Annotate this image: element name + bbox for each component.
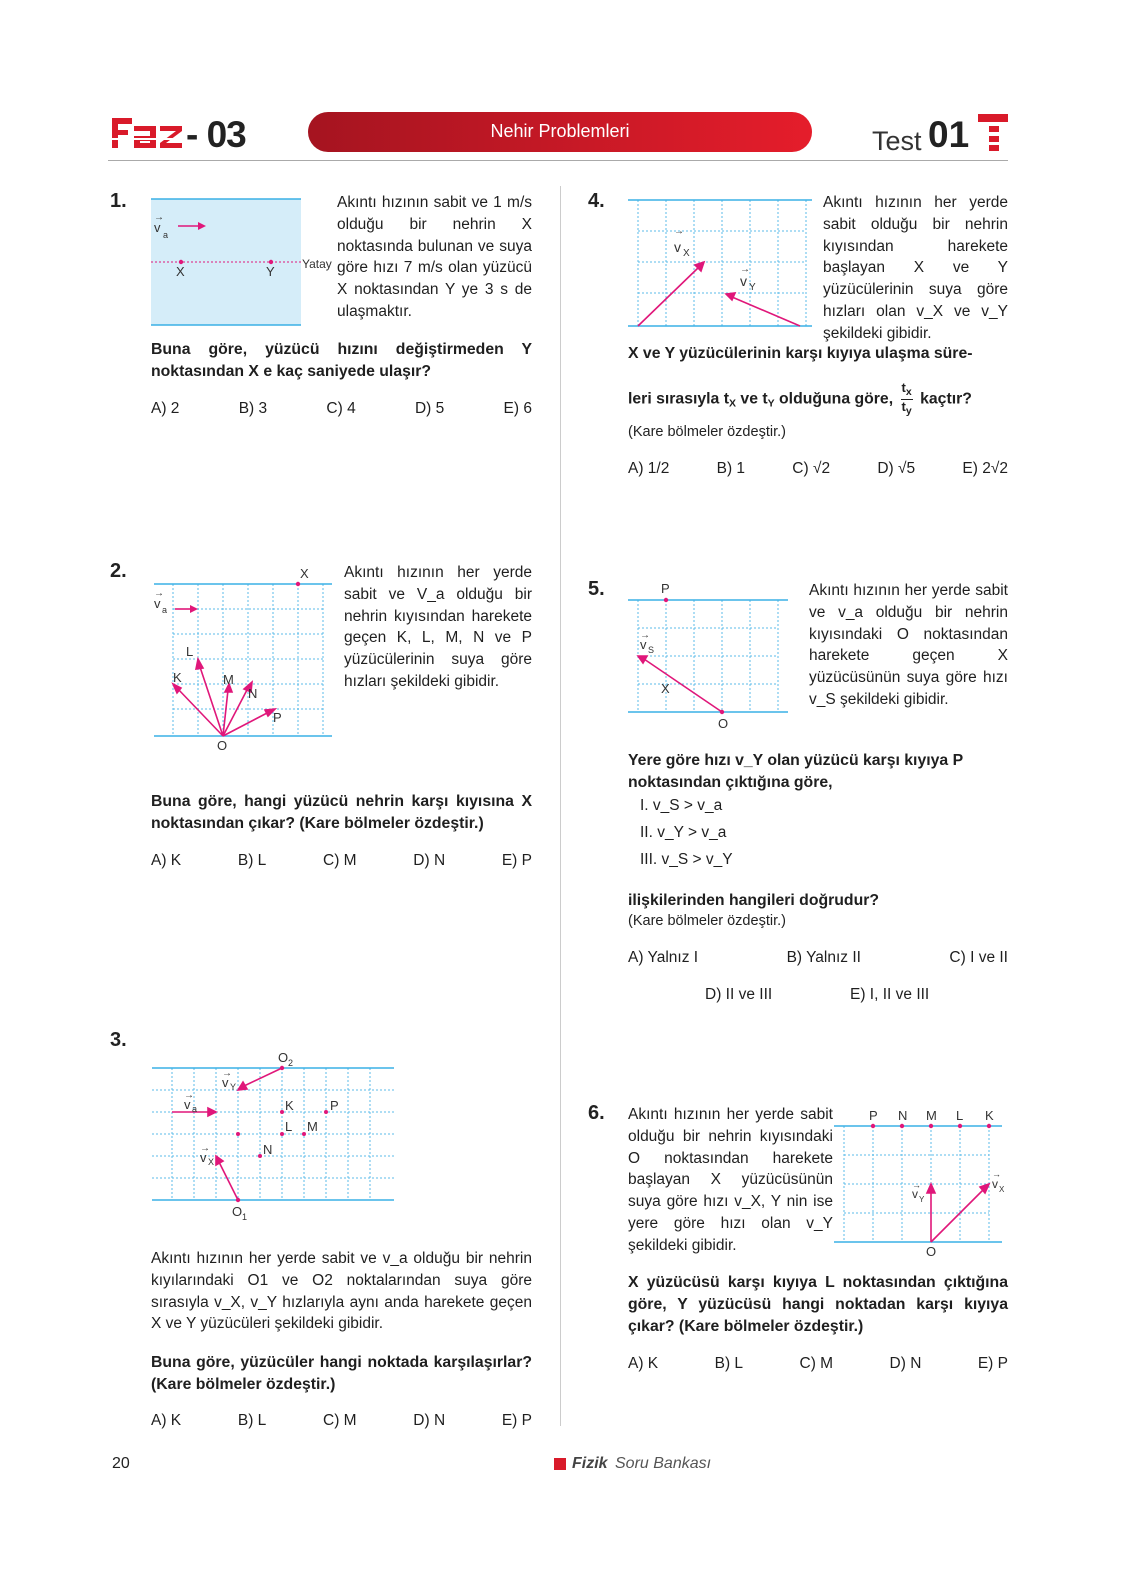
q6-n-label: N <box>898 1108 908 1123</box>
q6-vy-label: v <box>912 1187 918 1201</box>
q4-question: X ve Y yüzücülerinin karşı kıyıya ulaşma süre- leri sırasıyla $t_X$ ve $t_Y$ olduğuna göre, $\frac{t_x}{t_y}$ kaçtır? <box>628 345 973 417</box>
q1-option-c[interactable]: C) 4 <box>326 400 356 417</box>
q1-option-a[interactable]: A) 2 <box>151 400 180 417</box>
svg-text:→: → <box>222 1068 232 1079</box>
q5-note: (Kare bölmeler özdeştir.) <box>628 913 786 929</box>
q1-option-e[interactable]: E) 6 <box>503 400 532 417</box>
svg-text:a: a <box>162 605 168 615</box>
svg-text:→: → <box>674 226 684 237</box>
q6-m-label: M <box>926 1108 937 1123</box>
q3-va-label: v <box>184 1097 191 1112</box>
q2-question: Buna göre, hangi yüzücü nehrin karşı kıyısına X noktasından çıkar? (Kare bölmeler özdeştir.) <box>151 793 532 832</box>
q5-option-a[interactable]: A) Yalnız I <box>628 949 699 966</box>
q1-y-label: Y <box>266 264 275 279</box>
svg-text:→: → <box>154 212 164 223</box>
q3-number: 3. <box>110 1029 127 1051</box>
q1-question: Buna göre, yüzücü hızını değiştirmeden Y noktasından X e kaç saniyede ulaşır? <box>151 341 532 380</box>
svg-text:X: X <box>683 248 690 259</box>
column-divider <box>560 186 561 1426</box>
q2-figure <box>148 562 338 754</box>
q3-options <box>151 1412 532 1430</box>
q5-text: Akıntı hızının her yerde sabit ve v_a olduğu bir nehrin kıyısındaki O noktasından harekete geçen X yüzücüsünün suya göre hızı v_S şekildeki gibidir. <box>809 582 1008 708</box>
q1-yatay-label: Yatay <box>302 257 332 271</box>
q6-question: X yüzücüsü karşı kıyıya L noktasından çıktığına göre, Y yüzücüsü hangi noktadan karşı kıyıya çıkar? (Kare bölmeler özdeştir.) <box>628 1274 1008 1335</box>
q6-option-d[interactable]: D) N <box>889 1355 922 1372</box>
svg-text:→: → <box>200 1143 210 1154</box>
svg-text:X: X <box>999 1185 1005 1194</box>
svg-text:a: a <box>163 230 169 240</box>
q2-option-d[interactable]: D) N <box>413 852 446 869</box>
q2-text: Akıntı hızının her yerde sabit ve V_a olduğu bir nehrin kıyısından harekete geçen K, L, M, N ve P yüzücülerinin suya göre hızları şekildeki gibidir. <box>344 564 532 690</box>
q6-k-label: K <box>985 1108 994 1123</box>
faz-logo <box>108 112 188 154</box>
q6-option-b[interactable]: B) L <box>714 1355 744 1372</box>
q6-figure <box>832 1104 1012 1258</box>
q2-options <box>151 852 532 870</box>
header-title: Nehir Problemleri <box>490 121 630 141</box>
q5-vs-label: v <box>640 637 647 652</box>
q4-option-c[interactable]: C) √2 <box>792 460 831 477</box>
q2-x-label: X <box>300 566 309 581</box>
q2-option-b[interactable]: B) L <box>237 852 267 869</box>
q3-option-e[interactable]: E) P <box>501 1412 532 1429</box>
q5-options-row1 <box>628 949 1008 967</box>
q6-option-e[interactable]: E) P <box>977 1355 1008 1372</box>
q4-option-e[interactable]: E) 2√2 <box>962 460 1008 477</box>
q3-question: Buna göre, yüzücüler hangi noktada karşılaşırlar? (Kare bölmeler özdeştir.) <box>151 1354 532 1393</box>
q3-o1-label: O <box>232 1204 243 1219</box>
svg-text:→: → <box>740 264 750 275</box>
q6-o-label: O <box>926 1244 937 1258</box>
q3-m-label: M <box>307 1119 318 1134</box>
q4-vy-label: v <box>740 273 747 289</box>
q3-option-c[interactable]: C) M <box>323 1412 357 1429</box>
header-rule <box>108 160 1008 161</box>
q3-p-label: P <box>330 1098 339 1113</box>
q3-o2-label: O <box>278 1050 289 1065</box>
svg-text:X: X <box>208 1157 215 1167</box>
test-logo-icon <box>976 112 1010 154</box>
q4-note: (Kare bölmeler özdeştir.) <box>628 424 786 440</box>
svg-text:→: → <box>640 630 650 641</box>
q6-option-a[interactable]: A) K <box>628 1355 659 1372</box>
q1-number: 1. <box>110 190 127 212</box>
q2-n-label: N <box>248 686 258 701</box>
q6-options <box>628 1355 1008 1373</box>
q5-figure <box>626 576 790 732</box>
footer-subject: Fizik <box>572 1455 608 1472</box>
q3-vy-label: v <box>222 1075 229 1090</box>
q3-n-label: N <box>263 1142 273 1157</box>
svg-text:S: S <box>648 645 655 655</box>
q5-option-e[interactable]: E) I, II ve III <box>850 986 930 1003</box>
q4-options <box>628 460 1008 478</box>
svg-text:→: → <box>154 588 164 599</box>
q2-p-label: P <box>273 710 282 725</box>
q2-l-label: L <box>186 644 194 659</box>
q6-text: Akıntı hızının her yerde sabit olduğu bir nehrin kıyısındaki O noktasından harekete başlayan X yüzücüsünün suya göre hızı v_X, Y nin ise yere göre hızı olan v_Y şekildeki gibidir. <box>628 1106 833 1254</box>
q3-figure <box>148 1048 398 1222</box>
q5-x-label: X <box>661 681 670 696</box>
chapter-number: - 03 <box>186 114 246 155</box>
q3-l-label: L <box>285 1119 293 1134</box>
svg-text:Y: Y <box>749 282 756 293</box>
q1-va-label: v <box>154 220 161 235</box>
q2-option-e[interactable]: E) P <box>501 852 532 869</box>
q4-text: Akıntı hızının her yerde sabit olduğu bir nehrin kıyısından harekete başlayan X ve Y yüzücülerinin suya göre hızları olan v_X ve v_Y şekildeki gibidir. <box>823 194 1008 342</box>
q6-p-label: P <box>869 1108 878 1123</box>
q5-statements <box>640 792 840 873</box>
q3-vx-label: v <box>200 1150 207 1165</box>
svg-text:→: → <box>912 1180 921 1190</box>
q2-option-c[interactable]: C) M <box>323 852 357 869</box>
q5-statement-1: I. v_S > v_a <box>640 797 723 814</box>
q2-va-label: v <box>154 596 161 611</box>
q1-option-b[interactable]: B) 3 <box>238 400 268 417</box>
q4-number: 4. <box>588 190 605 212</box>
q5-statement-2: II. v_Y > v_a <box>640 824 727 841</box>
q4-option-a[interactable]: A) 1/2 <box>628 460 670 477</box>
footer-book: Soru Bankası <box>615 1455 712 1472</box>
q2-option-a[interactable]: A) K <box>151 852 182 869</box>
svg-text:a: a <box>192 1104 198 1114</box>
svg-text:→: → <box>992 1169 1001 1179</box>
q3-option-b[interactable]: B) L <box>237 1412 267 1429</box>
q2-o-label: O <box>217 738 228 753</box>
q1-options <box>151 400 532 418</box>
q6-vx-label: v <box>992 1177 998 1191</box>
svg-text:→: → <box>184 1090 194 1101</box>
test-number: 01 <box>928 114 970 155</box>
q2-m-label: M <box>223 672 234 687</box>
q5-question: Yere göre hızı v_Y olan yüzücü karşı kıyıya P noktasından çıktığına göre, <box>628 752 963 791</box>
q6-l-label: L <box>956 1108 964 1123</box>
svg-text:Y: Y <box>919 1195 925 1204</box>
svg-text:2: 2 <box>288 1058 294 1068</box>
q6-option-c[interactable]: C) M <box>799 1355 834 1372</box>
q2-k-label: K <box>173 670 182 685</box>
q3-text: Akıntı hızının her yerde sabit ve v_a olduğu bir nehrin kıyılarındaki O1 ve O2 noktalarından suya göre sırasıyla v_X, v_Y hızlarıyla aynı anda harekete geçen X ve Y yüzücüleri şekildeki gibidir. <box>151 1250 532 1333</box>
q5-o-label: O <box>718 716 729 731</box>
q4-fraction: $\frac{t_x}{t_y}$ <box>901 380 912 417</box>
q5-question2: ilişkilerinden hangileri doğrudur? <box>628 892 880 909</box>
q1-text: Akıntı hızının sabit ve 1 m/s olduğu bir nehrin X noktasında bulunan ve suya göre hızı 7 m/s olan yüzücü X noktasından Y ye 3 s de ulaşmaktır. <box>337 194 532 320</box>
q4-option-b[interactable]: B) 1 <box>716 460 746 477</box>
test-label: Test <box>872 126 922 156</box>
footer-square-icon <box>554 1458 566 1470</box>
q1-option-d[interactable]: D) 5 <box>414 400 445 417</box>
svg-text:1: 1 <box>242 1212 248 1222</box>
q3-k-label: K <box>285 1098 294 1113</box>
q2-number: 2. <box>110 560 127 582</box>
q4-figure <box>626 192 816 336</box>
page-number: 20 <box>112 1455 130 1472</box>
q3-option-d[interactable]: D) N <box>413 1412 446 1429</box>
q6-number: 6. <box>588 1102 605 1124</box>
q5-option-c[interactable]: C) I ve II <box>949 949 1008 966</box>
q1-x-label: X <box>176 264 185 279</box>
q4-vx-label: v <box>674 239 681 255</box>
q1-figure <box>148 192 338 332</box>
q5-option-b[interactable]: B) Yalnız II <box>786 949 861 966</box>
q3-option-a[interactable]: A) K <box>151 1412 182 1429</box>
svg-text:Y: Y <box>230 1082 237 1092</box>
q5-statement-3: III. v_S > v_Y <box>640 851 733 868</box>
q4-option-d[interactable]: D) √5 <box>877 460 916 477</box>
q5-option-d[interactable]: D) II ve III <box>705 986 773 1003</box>
q5-number: 5. <box>588 578 605 600</box>
q5-p-label: P <box>661 581 670 596</box>
